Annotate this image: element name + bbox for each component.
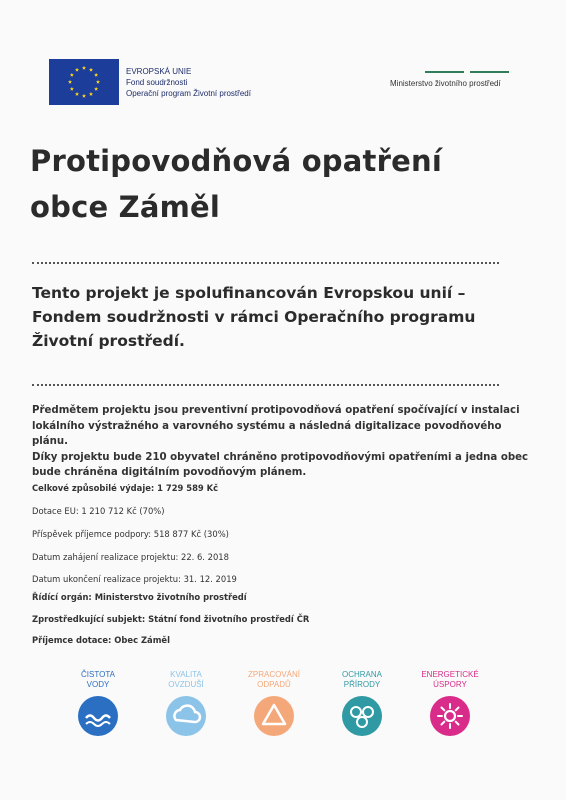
ministry-name: Ministerstvo životního prostředí <box>390 79 501 88</box>
beneficiary-contribution: Příspěvek příjemce podpory: 518 877 Kč (30%) <box>32 529 229 539</box>
priority-nature <box>322 670 402 736</box>
managing-authority: Řídící orgán: Ministerstvo životního prostředí <box>32 592 247 602</box>
waste-icon <box>254 696 294 736</box>
subtitle-line: Fondem soudržnosti v rámci Operačního programu <box>32 308 476 326</box>
subtitle-line: Tento projekt je spolufinancován Evropskou unií – <box>32 284 466 302</box>
energy-icon <box>430 696 470 736</box>
priority-energy <box>410 670 490 736</box>
eu-flag-logo <box>49 59 119 105</box>
description-line: Díky projektu bude 210 obyvatel chráněno protipovodňovými opatřeními a jedna obec <box>32 451 529 463</box>
priority-label: OCHRANA PŘÍRODY <box>341 670 382 689</box>
grant-recipient: Příjemce dotace: Obec Záměl <box>32 635 170 645</box>
title-line: obce Záměl <box>30 190 221 224</box>
dotted-divider <box>32 262 499 264</box>
description-line: lokálního výstražného a varovného systému a následná digitalizace povodňového plánu. <box>32 420 502 447</box>
eu-line: Fond soudržnosti <box>126 78 188 87</box>
priority-water <box>58 670 138 736</box>
nature-icon <box>342 696 382 736</box>
priority-waste <box>234 670 314 736</box>
priority-label: KVALITA OVZDUŠÍ <box>168 670 204 689</box>
subtitle-line: Životní prostředí. <box>32 332 185 350</box>
cofinancing-statement <box>32 281 512 353</box>
priority-label: ZPRACOVÁNÍ ODPADŮ <box>247 670 300 689</box>
dotted-divider <box>32 384 499 386</box>
description-line: bude chráněna digitálním povodňovým plánem. <box>32 467 307 478</box>
priority-label: ČISTOTA VODY <box>81 670 115 689</box>
air-icon <box>166 696 206 736</box>
priority-air <box>146 670 226 736</box>
start-date: Datum zahájení realizace projektu: 22. 6. 2018 <box>32 552 229 562</box>
project-description <box>32 403 532 481</box>
priority-label: ENERGETICKÉ ÚSPORY <box>421 670 479 689</box>
page-title <box>30 138 442 230</box>
ministry-logo-lines <box>425 71 509 74</box>
water-icon <box>78 696 118 736</box>
intermediate-body: Zprostředkující subjekt: Státní fond životního prostředí ČR <box>32 614 310 624</box>
eu-grant: Dotace EU: 1 210 712 Kč (70%) <box>32 506 165 516</box>
title-line: Protipovodňová opatření <box>30 144 442 178</box>
end-date: Datum ukončení realizace projektu: 31. 12. 2019 <box>32 574 237 584</box>
description-line: Předmětem projektu jsou preventivní protipovodňová opatření spočívající v instalaci <box>32 405 520 416</box>
eu-line: EVROPSKÁ UNIE <box>126 67 192 76</box>
priority-icons <box>58 670 498 750</box>
total-costs: Celkové způsobilé výdaje: 1 729 589 Kč <box>32 483 219 493</box>
eu-program-text <box>126 66 251 99</box>
eu-line: Operační program Životní prostředí <box>126 89 251 98</box>
